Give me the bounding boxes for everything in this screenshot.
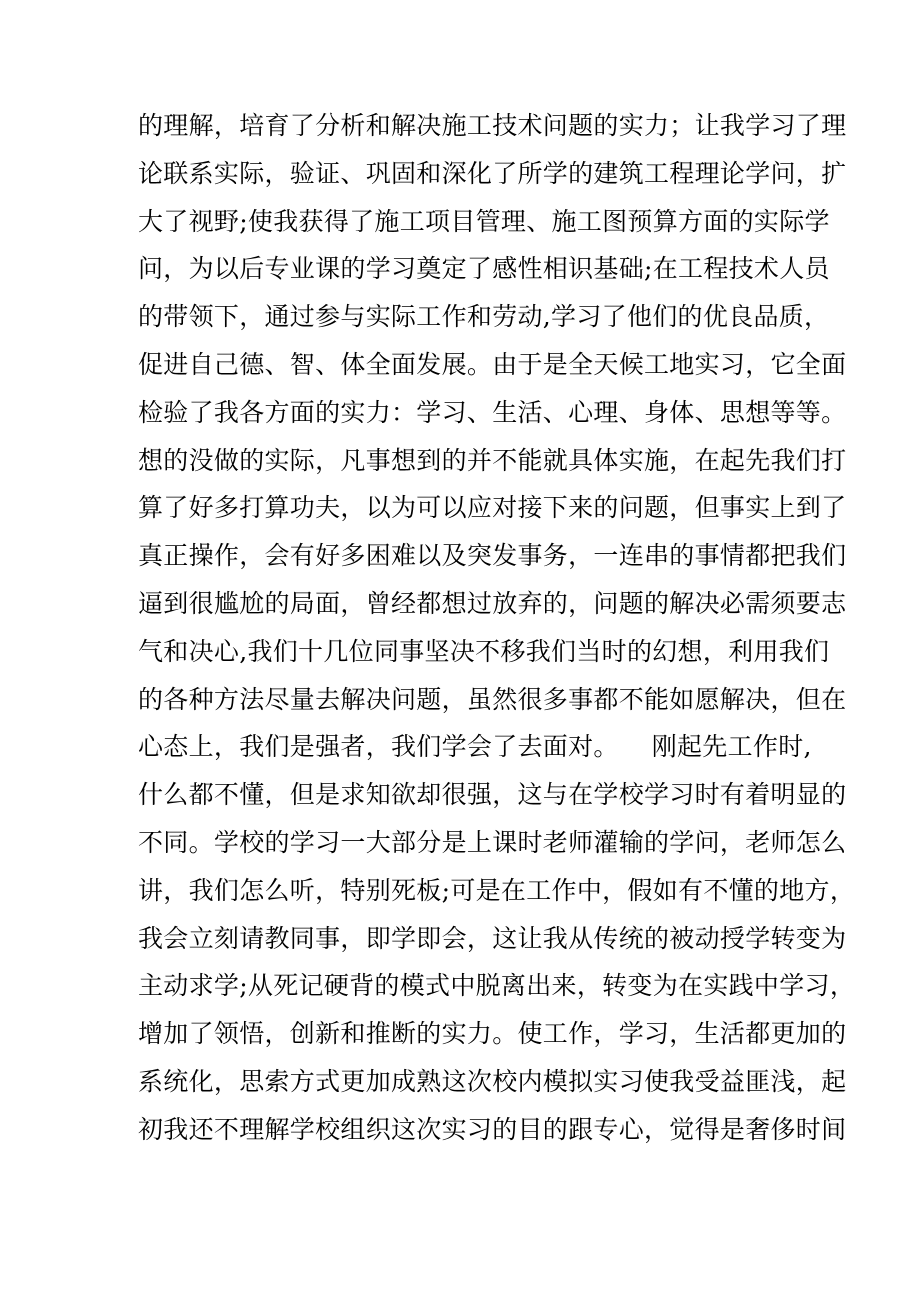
- text-line: 的理解，培育了分析和解决施工技术问题的实力；让我学习了理: [138, 111, 847, 140]
- text-line: 主动求学;从死记硬背的模式中脱离出来，转变为在实践中学习，: [138, 971, 856, 1001]
- text-line: 初我还不理解学校组织这次实习的目的跟专心，觉得是奢侈时间: [138, 1114, 847, 1144]
- text-line: 检验了我各方面的实力：学习、生活、心理、身体、思想等等。: [138, 397, 847, 427]
- text-line: 讲，我们怎么听，特别死板;可是在工作中，假如有不懂的地方，: [138, 875, 856, 905]
- body-text: [138, 102, 856, 1154]
- text-line: 心态上，我们是强者，我们学会了去面对。 刚起先工作时,: [138, 732, 812, 762]
- text-line: 大了视野;使我获得了施工项目管理、施工图预算方面的实际学: [138, 206, 830, 236]
- text-line: 问，为以后专业课的学习奠定了感性相识基础;在工程技术人员: [138, 254, 830, 284]
- text-line: 逼到很尴尬的局面，曾经都想过放弃的，问题的解决必需须要志: [138, 588, 847, 618]
- text-line: 增加了领悟，创新和推断的实力。使工作，学习，生活都更加的: [138, 1019, 847, 1049]
- text-line: 算了好多打算功夫，以为可以应对接下来的问题，但事实上到了: [138, 493, 847, 523]
- text-line: 真正操作，会有好多困难以及突发事务，一连串的事情都把我们: [138, 541, 847, 571]
- text-line: 论联系实际，验证、巩固和深化了所学的建筑工程理论学问，扩: [138, 158, 847, 188]
- text-line: 什么都不懂，但是求知欲却很强，这与在学校学习时有着明显的: [138, 780, 847, 810]
- text-line: 促进自己德、智、体全面发展。由于是全天候工地实习，它全面: [138, 349, 847, 379]
- text-line: 我会立刻请教同事，即学即会，这让我从传统的被动授学转变为: [138, 923, 847, 953]
- text-line: 想的没做的实际，凡事想到的并不能就具体实施，在起先我们打: [138, 445, 847, 475]
- text-line: 不同。学校的学习一大部分是上课时老师灌输的学问，老师怎么: [138, 827, 847, 857]
- text-line: 的带领下，通过参与实际工作和劳动,学习了他们的优良品质，: [138, 302, 830, 332]
- text-line: 的各种方法尽量去解决问题，虽然很多事都不能如愿解决，但在: [138, 684, 847, 714]
- text-line: 气和决心,我们十几位同事坚决不移我们当时的幻想，利用我们: [138, 636, 830, 666]
- text-line: 系统化，思索方式更加成熟这次校内模拟实习使我受益匪浅，起: [138, 1066, 847, 1096]
